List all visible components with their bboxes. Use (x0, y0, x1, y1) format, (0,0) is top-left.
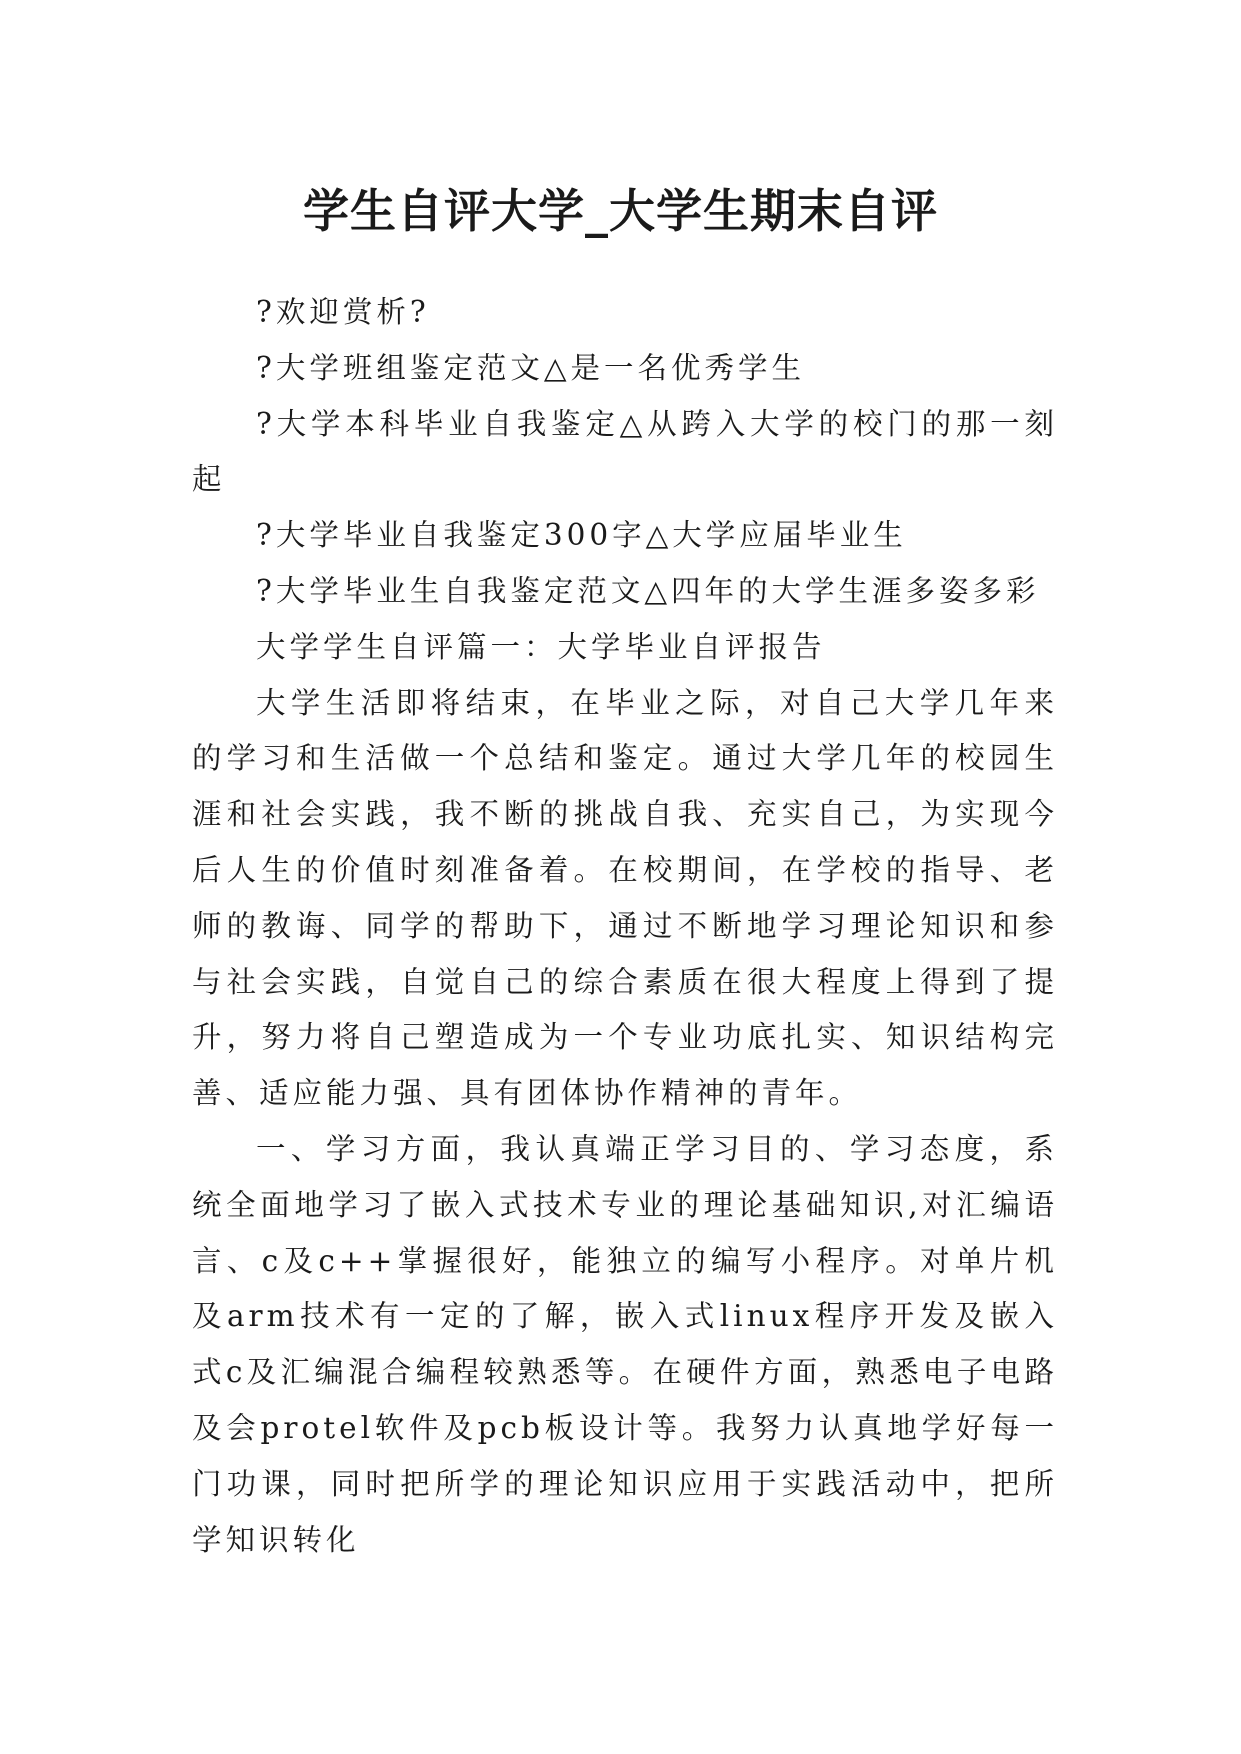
paragraph-link-4: ?大学毕业生自我鉴定范文△四年的大学生涯多姿多彩 (256, 573, 1040, 608)
section-heading: 大学学生自评篇一：大学毕业自评报告 (256, 629, 826, 664)
paragraph-link-3: ?大学毕业自我鉴定300字△大学应届毕业生 (256, 518, 907, 553)
paragraph-intro: 大学生活即将结束，在毕业之际，对自己大学几年来的学习和生活做一个总结和鉴定。通过大学几年的校园生涯和社会实践，我不断的挑战自我、充实自己，为实现今后人生的价值时刻准备着。在校期间，在学校的指导、老师的教诲、同学的帮助下，通过不断地学习理论知识和参与社会实践，自觉自己的综合素质在很大程度上得到了提升，努力将自己塑造成为一个专业功底扎实、知识结构完善、适应能力强、具有团体协作精神的青年。 (192, 685, 1058, 1111)
paragraph-link-2: ?大学本科毕业自我鉴定△从跨入大学的校门的那一刻起 (192, 406, 1058, 497)
document-title: 学生自评大学_大学生期末自评 (303, 183, 938, 238)
paragraph-welcome: ?欢迎赏析? (256, 295, 430, 329)
paragraph-study: 一、学习方面，我认真端正学习目的、学习态度，系统全面地学习了嵌入式技术专业的理论基础知识,对汇编语言、c及c++掌握很好，能独立的编写小程序。对单片机及arm技术有一定的了解，嵌入式linux程序开发及嵌入式c及汇编混合编程较熟悉等。在硬件方面，熟悉电子电路及会protel软件及pcb板设计等。我努力认真地学好每一门功课，同时把所学的理论知识应用于实践活动中，把所学知识转化 (192, 1131, 1058, 1557)
paragraph-link-1: ?大学班组鉴定范文△是一名优秀学生 (256, 350, 806, 385)
document-body (192, 285, 1058, 1568)
